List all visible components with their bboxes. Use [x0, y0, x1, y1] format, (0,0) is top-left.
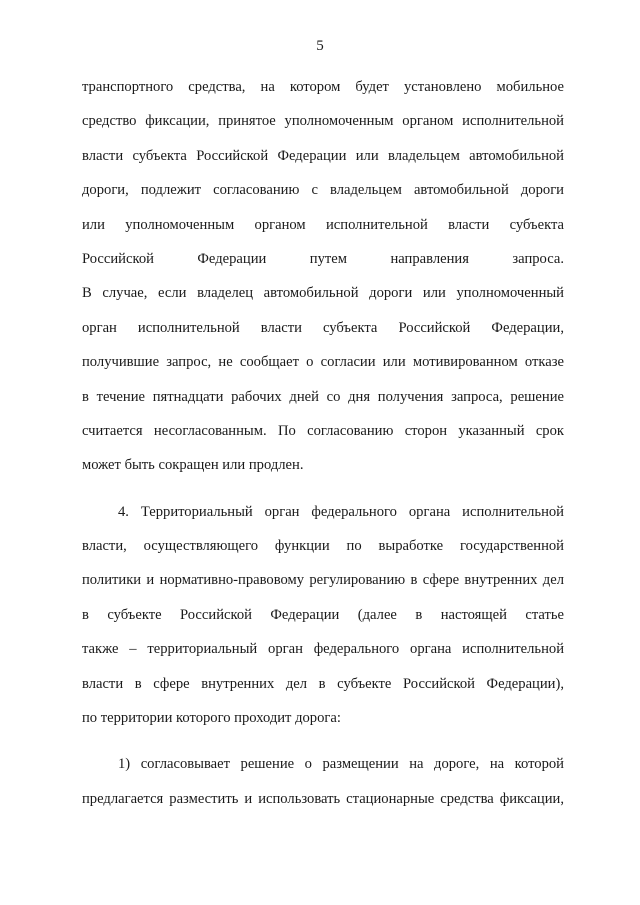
page-number: 5 [316, 38, 324, 54]
text-line: средство фиксации, принятое уполномоченным органом исполнительной [82, 113, 564, 130]
text-line: орган исполнительной власти субъекта Российской Федерации, [82, 319, 564, 336]
text-line: в течение пятнадцати рабочих дней со дня получения запроса, решение [82, 388, 564, 405]
text-line: считается несогласованным. По согласованию сторон указанный срок [82, 422, 564, 439]
text-line: по территории которого проходит дорога: [82, 710, 341, 727]
text-line: предлагается разместить и использовать стационарные средства фиксации, [82, 790, 564, 807]
text-line: власти субъекта Российской Федерации или владельцем автомобильной [82, 147, 564, 164]
text-line: политики и нормативно-правовому регулированию в сфере внутренних дел [82, 572, 564, 589]
text-line: также – территориальный орган федерального органа исполнительной [82, 641, 564, 658]
text-line: дороги, подлежит согласованию с владельцем автомобильной дороги [82, 182, 564, 199]
text-line: может быть сокращен или продлен. [82, 457, 304, 474]
text-line: Российской Федерации путем направления запроса. [82, 250, 564, 267]
text-line: 4. Территориальный орган федерального органа исполнительной [118, 503, 564, 520]
text-line: транспортного средства, на котором будет установлено мобильное [82, 79, 564, 95]
paragraph-continuation [82, 70, 564, 483]
text-line: получившие запрос, не сообщает о согласии или мотивированном отказе [82, 354, 564, 371]
text-line: в субъекте Российской Федерации (далее в настоящей статье [82, 606, 564, 623]
document-body [82, 70, 564, 816]
text-line: власти, осуществляющего функции по выработке государственной [82, 538, 564, 555]
text-line: 1) согласовывает решение о размещении на дороге, на которой [118, 756, 564, 773]
paragraph-gap [82, 483, 564, 495]
paragraph-item-4 [82, 495, 564, 736]
paragraph-gap [82, 735, 564, 747]
text-line: В случае, если владелец автомобильной дороги или уполномоченный [82, 285, 564, 302]
text-line: власти в сфере внутренних дел в субъекте Российской Федерации), [82, 675, 564, 692]
text-line: или уполномоченным органом исполнительной власти субъекта [82, 216, 564, 233]
paragraph-subitem-1 [82, 747, 564, 816]
